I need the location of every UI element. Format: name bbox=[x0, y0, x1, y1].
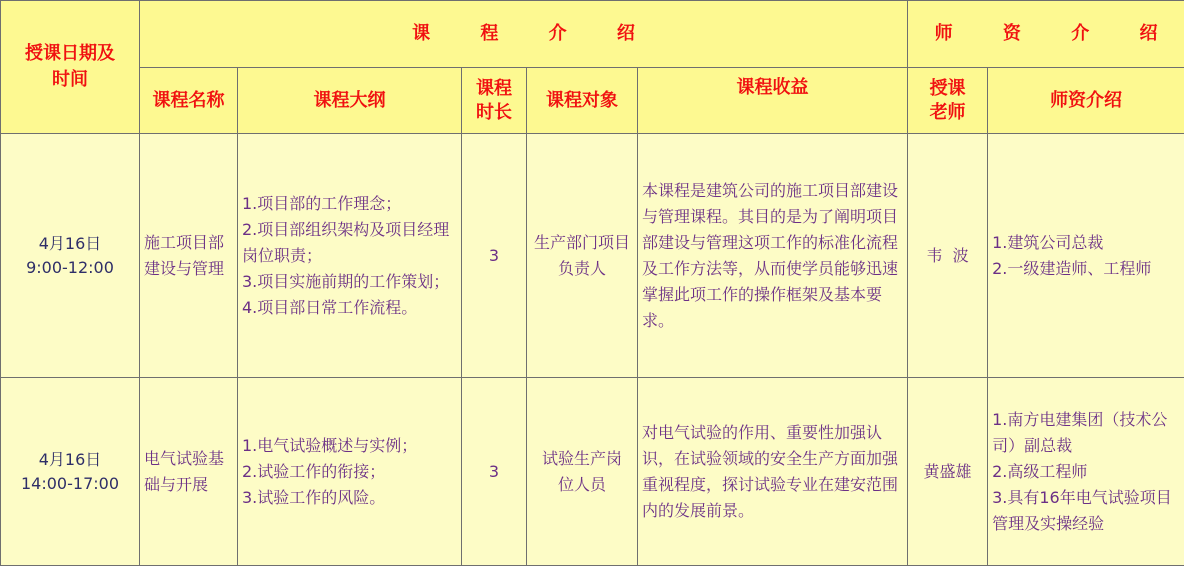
outline-item: 4.项目部日常工作流程。 bbox=[242, 297, 418, 317]
profile-item: 2.高级工程师 bbox=[992, 461, 1088, 481]
table-row bbox=[1, 378, 1184, 566]
header-course-intro-label: 课 程 介 绍 bbox=[412, 23, 657, 44]
header-teacher-intro-label: 师 资 介 绍 bbox=[934, 23, 1180, 44]
row-course-name: 施工项目部建设与管理 bbox=[140, 134, 238, 378]
header-course-outline: 课程大纲 bbox=[238, 68, 462, 134]
row-date: 4月16日 bbox=[38, 449, 102, 469]
outline-item: 2.试验工作的衔接； bbox=[242, 461, 386, 481]
row-course-outline bbox=[238, 134, 462, 378]
profile-item: 3.具有16年电气试验项目管理及实操经验 bbox=[992, 487, 1172, 533]
row-course-benefit: 对电气试验的作用、重要性加强认识，在试验领域的安全生产方面加强重视程度，探讨试验专业在建安范围内的发展前景。 bbox=[638, 378, 908, 566]
header-course-duration-label: 课程时长 bbox=[476, 77, 512, 123]
outline-item: 2.项目部组织架构及项目经理岗位职责； bbox=[242, 219, 450, 265]
row-course-duration: 3 bbox=[462, 134, 527, 378]
row-audience-label: 生产部门项目负责人 bbox=[533, 232, 630, 278]
profile-item: 2.一级建造师、工程师 bbox=[992, 258, 1152, 278]
profile-item: 1.建筑公司总裁 bbox=[992, 232, 1104, 252]
outline-item: 1.电气试验概述与实例； bbox=[242, 435, 418, 455]
header-course-name: 课程名称 bbox=[140, 68, 238, 134]
header-teacher-intro bbox=[908, 1, 1184, 68]
table-row bbox=[1, 134, 1184, 378]
header-date-time bbox=[1, 1, 140, 134]
row-course-audience bbox=[527, 134, 638, 378]
header-course-intro bbox=[140, 1, 908, 68]
header-course-benefit: 课程收益 bbox=[638, 68, 908, 134]
row-course-benefit: 本课程是建筑公司的施工项目部建设与管理课程。其目的是为了阐明项目部建设与管理这项工作的标准化流程及工作方法等，从而使学员能够迅速掌握此项工作的操作框架及基本要求。 bbox=[638, 134, 908, 378]
row-time: 9:00-12:00 bbox=[26, 257, 114, 277]
row-course-duration: 3 bbox=[462, 378, 527, 566]
row-teacher bbox=[908, 134, 988, 378]
row-time: 14:00-17:00 bbox=[21, 473, 119, 493]
row-teacher-profile bbox=[988, 378, 1184, 566]
row-date-time bbox=[1, 134, 140, 378]
header-teacher-label: 授课老师 bbox=[929, 77, 966, 123]
header-course-duration bbox=[462, 68, 527, 134]
header-course-audience: 课程对象 bbox=[527, 68, 638, 134]
row-course-audience bbox=[527, 378, 638, 566]
header-teacher bbox=[908, 68, 988, 134]
row-teacher: 黄盛雄 bbox=[908, 378, 988, 566]
row-teacher-profile bbox=[988, 134, 1184, 378]
row-course-name: 电气试验基础与开展 bbox=[140, 378, 238, 566]
row-teacher-name: 韦 波 bbox=[926, 245, 969, 265]
profile-item: 1.南方电建集团（技术公司）副总裁 bbox=[992, 409, 1168, 455]
outline-item: 1.项目部的工作理念； bbox=[242, 193, 402, 213]
outline-item: 3.试验工作的风险。 bbox=[242, 487, 386, 507]
row-date: 4月16日 bbox=[38, 233, 102, 253]
header-date-time-label: 授课日期及时间 bbox=[25, 43, 115, 90]
row-course-outline bbox=[238, 378, 462, 566]
row-audience-label: 试验生产岗位人员 bbox=[541, 448, 622, 494]
outline-item: 3.项目实施前期的工作策划； bbox=[242, 271, 450, 291]
row-date-time bbox=[1, 378, 140, 566]
header-teacher-profile: 师资介绍 bbox=[988, 68, 1184, 134]
